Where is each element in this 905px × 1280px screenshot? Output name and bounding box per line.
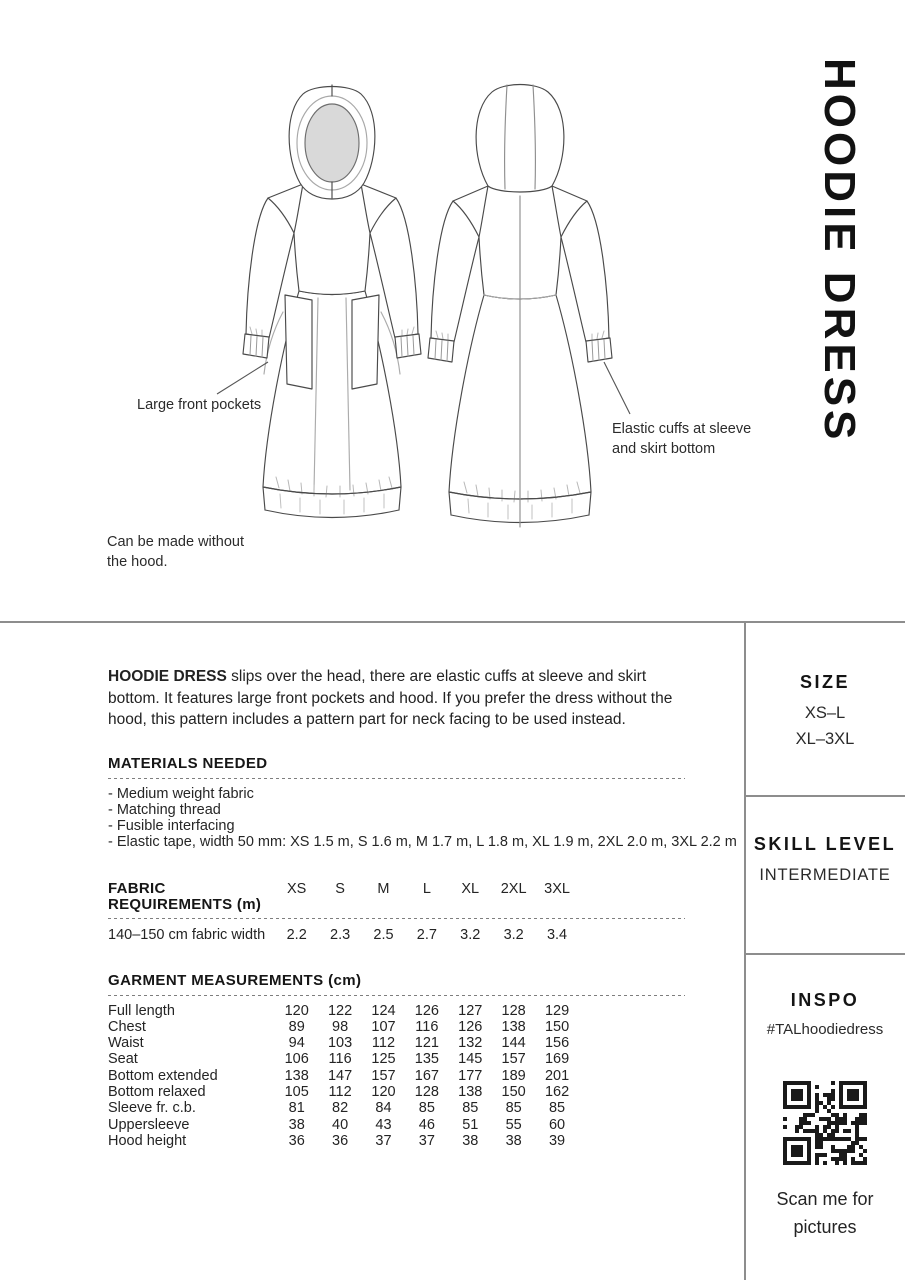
measurement-label: Seat bbox=[108, 1051, 138, 1068]
materials-item: - Medium weight fabric bbox=[108, 785, 254, 802]
measurement-row bbox=[108, 1068, 685, 1084]
sidebar-skill-section bbox=[746, 834, 904, 889]
measurement-cell: 157 bbox=[371, 1067, 396, 1084]
size-values bbox=[746, 701, 904, 752]
size-heading: SIZE bbox=[799, 672, 850, 692]
dashed-rule bbox=[108, 995, 685, 997]
measurement-row bbox=[108, 1100, 685, 1116]
measurement-cell: 135 bbox=[414, 1051, 439, 1068]
measurement-cell: 105 bbox=[284, 1084, 309, 1101]
measurement-cell: 37 bbox=[375, 1132, 392, 1149]
measurement-cell: 167 bbox=[414, 1067, 439, 1084]
measurement-cell: 60 bbox=[548, 1116, 566, 1133]
measurement-cell: 128 bbox=[501, 1002, 526, 1019]
fabric-req-cell: 2.5 bbox=[373, 927, 394, 944]
measurement-cell: 177 bbox=[458, 1067, 483, 1084]
sidebar-inspo-section bbox=[746, 990, 904, 1241]
description-body: slips over the head, there are elastic cuffs at sleeve and skirt bottom. It features large front pockets and hood. If you prefer the dress without the hood, this pattern includes a pattern part for neck facing to be used instead. bbox=[108, 668, 673, 728]
horizontal-divider bbox=[0, 621, 905, 623]
measurement-cell: 162 bbox=[544, 1084, 570, 1101]
qr-caption-line2: pictures bbox=[793, 1217, 857, 1237]
measurement-cell: 98 bbox=[332, 1018, 349, 1035]
measurement-row bbox=[108, 1133, 685, 1149]
back-view-drawing bbox=[428, 85, 612, 528]
measurement-cell: 156 bbox=[544, 1035, 570, 1052]
measurement-label: Waist bbox=[108, 1035, 144, 1052]
measurement-label: Chest bbox=[108, 1018, 146, 1035]
annotation-hood-line2: the hood. bbox=[107, 553, 168, 570]
measurement-cell: 120 bbox=[284, 1002, 309, 1019]
measurement-cell: 144 bbox=[501, 1035, 526, 1052]
measurement-cell: 51 bbox=[462, 1116, 479, 1133]
back-hood bbox=[476, 85, 564, 193]
measurement-cell: 39 bbox=[548, 1132, 566, 1149]
annotation-hood bbox=[107, 533, 244, 572]
measurement-cell: 106 bbox=[284, 1051, 309, 1068]
description-lead: HOODIE DRESS bbox=[108, 668, 227, 685]
size-range-1: XS–L bbox=[804, 704, 846, 722]
back-sleeve-left bbox=[431, 201, 479, 342]
pockets-leader-line bbox=[217, 362, 268, 394]
annotation-cuffs bbox=[612, 420, 751, 459]
measurement-cell: 121 bbox=[414, 1035, 439, 1052]
measurement-cell: 169 bbox=[544, 1051, 570, 1068]
front-skirt bbox=[263, 291, 401, 494]
measurement-cell: 128 bbox=[414, 1084, 439, 1101]
measurement-cell: 94 bbox=[288, 1035, 305, 1052]
dashed-rule bbox=[108, 778, 685, 780]
measurement-cell: 112 bbox=[328, 1084, 352, 1101]
measurement-cell: 138 bbox=[284, 1067, 309, 1084]
measurement-cell: 125 bbox=[371, 1051, 396, 1068]
garment-measurements-heading: GARMENT MEASUREMENTS (cm) bbox=[108, 971, 362, 989]
measurement-cell: 38 bbox=[288, 1116, 305, 1133]
front-pocket-right bbox=[352, 295, 379, 389]
measurement-cell: 85 bbox=[418, 1100, 435, 1117]
measurement-cell: 85 bbox=[462, 1100, 479, 1117]
measurement-cell: 138 bbox=[458, 1084, 483, 1101]
front-view-drawing bbox=[243, 85, 421, 518]
measurement-cell: 157 bbox=[501, 1051, 526, 1068]
measurement-cell: 189 bbox=[501, 1067, 526, 1084]
measurement-cell: 103 bbox=[327, 1035, 353, 1052]
materials-list bbox=[108, 785, 737, 851]
qr-code bbox=[782, 1080, 868, 1166]
measurement-cell: 89 bbox=[288, 1018, 305, 1035]
qr-caption-line1: Scan me for bbox=[776, 1189, 874, 1209]
measurement-cell: 201 bbox=[544, 1067, 570, 1084]
measurement-cell: 112 bbox=[371, 1035, 396, 1052]
measurement-cell: 36 bbox=[288, 1132, 305, 1149]
skill-level-value: INTERMEDIATE bbox=[759, 866, 891, 884]
measurement-row bbox=[108, 1035, 685, 1051]
measurement-label: Sleeve fr. c.b. bbox=[108, 1100, 196, 1117]
fabric-requirements-data-row bbox=[108, 927, 685, 943]
fabric-req-label: 140–150 cm fabric width bbox=[108, 927, 266, 944]
measurement-cell: 85 bbox=[548, 1100, 566, 1117]
fabric-req-cell: 3.2 bbox=[503, 927, 524, 944]
fabric-req-cell: 3.4 bbox=[546, 927, 568, 944]
materials-item: - Fusible interfacing bbox=[108, 818, 235, 835]
annotation-cuffs-line1: Elastic cuffs at sleeve bbox=[612, 421, 752, 437]
front-pocket-left bbox=[285, 295, 312, 389]
front-hood-opening bbox=[305, 104, 359, 182]
annotation-hood-line1: Can be made without bbox=[107, 534, 245, 550]
measurement-row bbox=[108, 1051, 685, 1067]
size-header-cell: XS bbox=[287, 880, 307, 897]
materials-item: - Elastic tape, width 50 mm: XS 1.5 m, S 1.6 m, M 1.7 m, L 1.8 m, XL 1.9 m, 2XL 2.0 m, 3XL 2.2 m bbox=[108, 834, 737, 851]
sidebar-divider-2 bbox=[746, 953, 905, 955]
measurement-label: Full length bbox=[108, 1002, 175, 1019]
measurement-cell: 150 bbox=[544, 1018, 570, 1035]
measurement-cell: 55 bbox=[505, 1116, 522, 1133]
fabric-requirements-header-row bbox=[108, 881, 685, 914]
measurement-cell: 150 bbox=[501, 1084, 526, 1101]
measurement-cell: 132 bbox=[458, 1035, 483, 1052]
measurement-cell: 84 bbox=[375, 1100, 392, 1117]
garment-measurements-rows bbox=[108, 1003, 685, 1150]
measurement-cell: 37 bbox=[418, 1132, 435, 1149]
size-header-cell: S bbox=[335, 880, 345, 897]
measurement-cell: 138 bbox=[501, 1018, 526, 1035]
measurement-cell: 122 bbox=[327, 1002, 353, 1019]
measurement-cell: 81 bbox=[288, 1100, 305, 1117]
sidebar-divider-1 bbox=[746, 795, 905, 797]
front-bodice bbox=[294, 184, 370, 295]
measurement-cell: 36 bbox=[332, 1132, 349, 1149]
materials-heading: MATERIALS NEEDED bbox=[108, 754, 268, 772]
measurement-cell: 85 bbox=[505, 1100, 522, 1117]
measurement-cell: 145 bbox=[458, 1051, 483, 1068]
measurement-label: Bottom relaxed bbox=[108, 1084, 206, 1101]
measurement-row bbox=[108, 1019, 685, 1035]
materials-item: - Matching thread bbox=[108, 801, 221, 818]
size-range-2: XL–3XL bbox=[795, 729, 855, 748]
size-header-cell: M bbox=[377, 880, 390, 897]
annotation-cuffs-line2: and skirt bottom bbox=[612, 440, 716, 457]
measurement-cell: 38 bbox=[505, 1132, 522, 1149]
annotation-pockets: Large front pockets bbox=[137, 397, 262, 413]
size-header-cell: 3XL bbox=[544, 880, 570, 897]
measurement-row bbox=[108, 1003, 685, 1019]
measurement-cell: 40 bbox=[332, 1116, 349, 1133]
size-header-cell: L bbox=[422, 880, 431, 897]
fabric-req-cell: 2.3 bbox=[330, 927, 351, 944]
measurement-cell: 38 bbox=[462, 1132, 479, 1149]
size-header-cell: 2XL bbox=[500, 880, 527, 897]
measurement-label: Uppersleeve bbox=[108, 1116, 190, 1133]
garment-measurements-section bbox=[108, 972, 685, 1150]
fabric-req-cell: 2.7 bbox=[416, 927, 437, 944]
description-paragraph bbox=[108, 666, 685, 731]
skill-level-heading: SKILL LEVEL bbox=[753, 834, 897, 854]
page-title: HOODIE DRESS bbox=[815, 58, 864, 444]
measurement-row bbox=[108, 1117, 685, 1133]
size-header-label: FABRIC REQUIREMENTS (m) bbox=[108, 879, 262, 913]
cuffs-leader-line bbox=[604, 362, 630, 414]
inspo-hashtag: #TALhoodiedress bbox=[766, 1021, 884, 1038]
measurement-cell: 126 bbox=[414, 1002, 439, 1019]
measurement-cell: 147 bbox=[327, 1067, 353, 1084]
qr-caption bbox=[746, 1185, 904, 1241]
dashed-rule bbox=[108, 918, 685, 920]
size-header-cell: XL bbox=[461, 880, 480, 897]
measurement-cell: 82 bbox=[332, 1100, 349, 1117]
measurement-label: Hood height bbox=[108, 1132, 187, 1149]
inspo-heading: INSPO bbox=[790, 990, 860, 1010]
measurement-cell: 116 bbox=[415, 1018, 439, 1035]
qr-wrap bbox=[746, 1080, 904, 1171]
measurement-cell: 120 bbox=[371, 1084, 396, 1101]
measurement-cell: 43 bbox=[375, 1116, 392, 1133]
fabric-req-cell: 2.2 bbox=[286, 927, 307, 944]
back-sleeve-right bbox=[561, 201, 609, 342]
measurement-row bbox=[108, 1084, 685, 1100]
measurement-cell: 46 bbox=[418, 1116, 435, 1133]
measurement-cell: 127 bbox=[458, 1002, 483, 1019]
measurement-cell: 124 bbox=[371, 1002, 396, 1019]
measurement-cell: 107 bbox=[371, 1018, 396, 1035]
measurement-cell: 129 bbox=[544, 1002, 570, 1019]
main-content bbox=[108, 666, 737, 1149]
measurement-cell: 116 bbox=[328, 1051, 352, 1068]
sidebar-size-section bbox=[746, 672, 904, 752]
fabric-requirements-section bbox=[108, 881, 685, 944]
fabric-req-cell: 3.2 bbox=[460, 927, 481, 944]
measurement-label: Bottom extended bbox=[108, 1067, 218, 1084]
measurement-cell: 126 bbox=[458, 1018, 483, 1035]
